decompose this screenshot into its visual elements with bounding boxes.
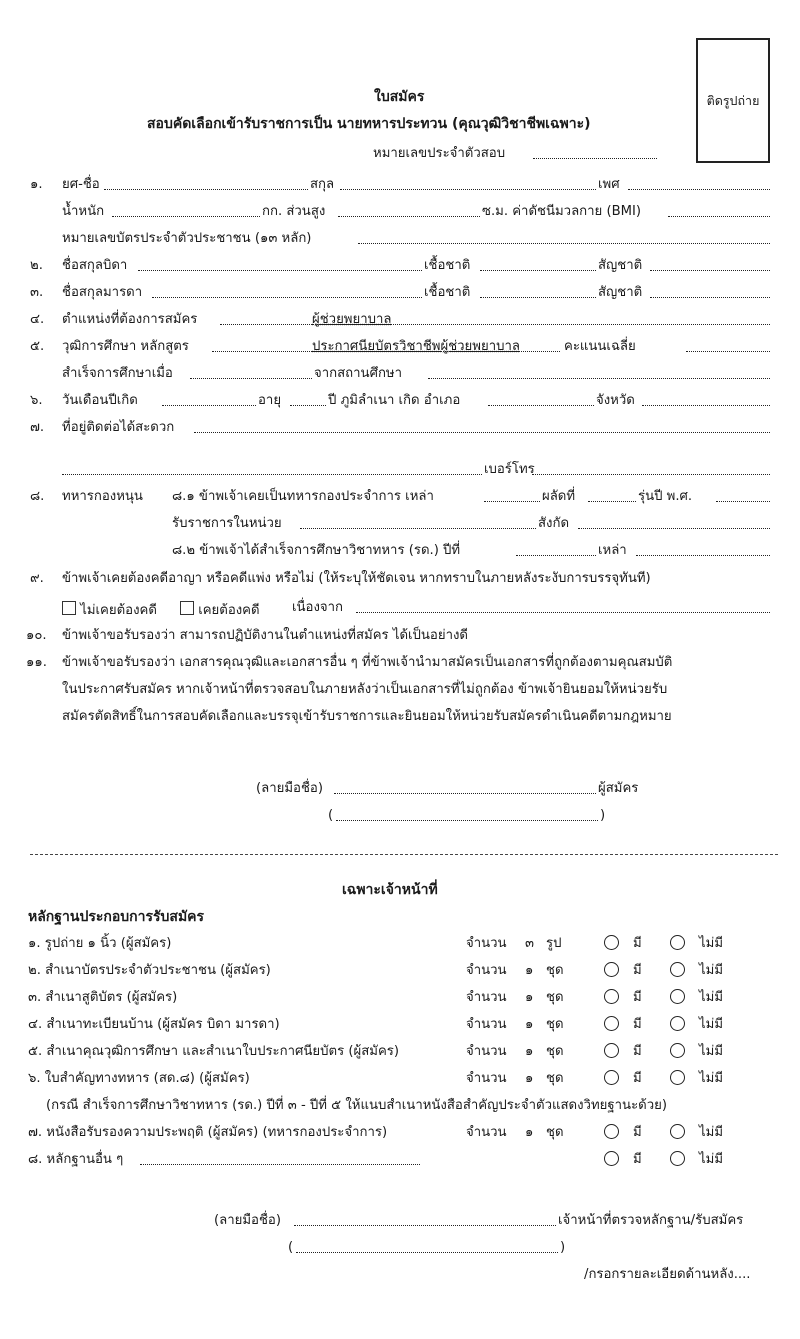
item-11-number: ๑๑. <box>26 655 47 670</box>
rank-name-field[interactable] <box>104 189 308 190</box>
surname-label: สกุล <box>310 177 335 192</box>
no-label: ไม่มี <box>699 1071 724 1086</box>
no-case-label: ไม่เคยต้องคดี <box>80 603 157 618</box>
height-field[interactable] <box>338 216 480 217</box>
mother-name-field[interactable] <box>152 297 422 298</box>
qty-value: ๑ <box>525 1017 534 1032</box>
photo-box <box>696 38 770 163</box>
yes-label: มี <box>633 990 642 1005</box>
education-value: ประกาศนียบัตรวิชาชีพผู้ช่วยพยาบาล <box>312 339 520 354</box>
qty-value: ๑ <box>525 1044 534 1059</box>
yes-radio[interactable] <box>604 962 619 978</box>
unit-value: ชุด <box>546 990 564 1005</box>
position-field[interactable] <box>220 324 770 325</box>
no-label: ไม่มี <box>699 1044 724 1059</box>
item-4-number: ๔. <box>30 312 45 327</box>
address-label: ที่อยู่ติดต่อได้สะดวก <box>62 420 175 435</box>
surname-field[interactable] <box>340 189 596 190</box>
applicant-sign-label: (ลายมือชื่อ) <box>256 781 323 796</box>
no-radio[interactable] <box>670 935 685 951</box>
evidence-label: ๘. หลักฐานอื่น ๆ <box>28 1152 124 1167</box>
unit-value: ชุด <box>546 1125 564 1140</box>
officer-sign-label: (ลายมือชื่อ) <box>214 1213 281 1228</box>
gender-label: เพศ <box>598 177 620 192</box>
yes-radio[interactable] <box>604 989 619 1005</box>
item-7-number: ๗. <box>30 420 45 435</box>
conscript-branch-label: ๘.๑ ข้าพเจ้าเคยเป็นทหารกองประจำการ เหล่า <box>172 489 434 504</box>
item-1-number: ๑. <box>30 177 43 192</box>
yes-radio[interactable] <box>604 935 619 951</box>
unit-value: ชุด <box>546 1044 564 1059</box>
photo-box-label: ติดรูปถ่าย <box>706 92 760 108</box>
evidence-label: ๔. สำเนาทะเบียนบ้าน (ผู้สมัคร บิดา มารดา) <box>28 1017 280 1032</box>
position-label: ตำแหน่งที่ต้องการสมัคร <box>62 312 198 327</box>
yes-label: มี <box>633 1125 642 1140</box>
item-10-number: ๑๐. <box>26 628 47 643</box>
ability-statement: ข้าพเจ้าขอรับรองว่า สามารถปฏิบัติงานในตำแหน่งที่สมัคร ได้เป็นอย่างดี <box>62 628 468 643</box>
bmi-field[interactable] <box>668 216 770 217</box>
item-6-note: (กรณี สำเร็จการศึกษาวิชาทหาร (รด.) ปีที่ ๓ - ปีที่ ๕ ให้แนบสำเนาหนังสือสำคัญประจำตัวแสดงวิทยฐานะด้วย) <box>46 1098 667 1113</box>
unit-field[interactable] <box>300 528 536 529</box>
province-field[interactable] <box>642 405 770 406</box>
item-3-number: ๓. <box>30 285 44 300</box>
yes-radio[interactable] <box>604 1043 619 1059</box>
certification-line-1: ข้าพเจ้าขอรับรองว่า เอกสารคุณวุฒิและเอกสารอื่น ๆ ที่ข้าพเจ้านำมาสมัครเป็นเอกสารที่ถูกต้องตามคุณสมบัติ <box>62 655 673 670</box>
id-card-label: หมายเลขบัตรประจำตัวประชาชน (๑๓ หลัก) <box>62 231 312 246</box>
qty-label: จำนวน <box>466 1017 507 1032</box>
yes-radio[interactable] <box>604 1016 619 1032</box>
class-year-field[interactable] <box>716 501 770 502</box>
gpa-label: คะแนนเฉลี่ย <box>564 339 636 354</box>
no-label: ไม่มี <box>699 936 724 951</box>
qty-value: ๑ <box>525 963 534 978</box>
qty-value: ๓ <box>525 936 535 951</box>
affiliation-field[interactable] <box>578 528 770 529</box>
qty-label: จำนวน <box>466 1125 507 1140</box>
institution-label: จากสถานศึกษา <box>314 366 403 381</box>
criminal-record-question: ข้าพเจ้าเคยต้องคดีอาญา หรือคดีแพ่ง หรือไม่ (ให้ระบุให้ชัดเจน หากทราบในภายหลังระงับการบรรจุทันที) <box>62 571 651 586</box>
yes-label: มี <box>633 936 642 951</box>
officer-role-label: เจ้าหน้าที่ตรวจหลักฐาน/รับสมัคร <box>558 1213 744 1228</box>
evidence-label: ๓. สำเนาสูติบัตร (ผู้สมัคร) <box>28 990 178 1005</box>
father-name-label: ชื่อสกุลบิดา <box>62 258 128 273</box>
rotc-branch-field[interactable] <box>636 555 770 556</box>
certification-line-2: ในประกาศรับสมัคร หากเจ้าหน้าที่ตรวจสอบในภายหลังว่าเป็นเอกสารที่ไม่ถูกต้อง ข้าพเจ้ายินยอมให้หน่วยรับ <box>62 682 668 697</box>
yes-label: มี <box>633 1152 642 1167</box>
age-field[interactable] <box>290 405 326 406</box>
continue-on-back-note: /กรอกรายละเอียดด้านหลัง.... <box>584 1267 751 1282</box>
certification-line-3: สมัครตัดสิทธิ์ในการสอบคัดเลือกและบรรจุเข้ารับราชการและยินยอมให้หน่วยรับสมัครดำเนินคดีตามกฎหมาย <box>62 709 672 724</box>
no-case-option[interactable] <box>62 601 157 617</box>
father-nationality-field[interactable] <box>650 270 770 271</box>
qty-label: จำนวน <box>466 1044 507 1059</box>
yes-label: มี <box>633 1044 642 1059</box>
no-radio[interactable] <box>670 962 685 978</box>
officer-open-paren: ( <box>288 1240 294 1255</box>
graduated-field[interactable] <box>190 378 312 379</box>
other-evidence-field[interactable] <box>140 1164 420 1165</box>
id-card-field[interactable] <box>358 243 770 244</box>
qty-value: ๑ <box>525 1125 534 1140</box>
item-8-number: ๘. <box>30 489 45 504</box>
graduated-label: สำเร็จการศึกษาเมื่อ <box>62 366 173 381</box>
yes-label: มี <box>633 1017 642 1032</box>
applicant-open-paren: ( <box>328 808 334 823</box>
evidence-label: ๑. รูปถ่าย ๑ นิ้ว (ผู้สมัคร) <box>28 936 172 951</box>
evidence-label: ๖. ใบสำคัญทางทหาร (สด.๘) (ผู้สมัคร) <box>28 1071 250 1086</box>
rotc-year-field[interactable] <box>516 555 596 556</box>
birthdate-field[interactable] <box>162 405 256 406</box>
father-nationality-label: สัญชาติ <box>598 258 643 273</box>
no-radio[interactable] <box>670 1151 685 1167</box>
rotc-year-label: ๘.๒ ข้าพเจ้าได้สำเร็จการศึกษาวิชาทหาร (รด.) ปีที่ <box>172 543 461 558</box>
father-name-field[interactable] <box>138 270 422 271</box>
form-title: ใบสมัคร <box>374 89 425 105</box>
qty-label: จำนวน <box>466 936 507 951</box>
address-field[interactable] <box>194 432 770 433</box>
item-6-number: ๖. <box>30 393 43 408</box>
bmi-label: ซ.ม. ค่าดัชนีมวลกาย (BMI) <box>482 204 642 219</box>
qty-value: ๑ <box>525 1071 534 1086</box>
applicant-printed-name-field[interactable] <box>336 820 598 821</box>
officer-signature-field[interactable] <box>294 1225 556 1226</box>
reason-field[interactable] <box>356 612 770 613</box>
rank-name-label: ยศ-ชื่อ <box>62 177 100 192</box>
yes-radio[interactable] <box>604 1124 619 1140</box>
mother-nationality-field[interactable] <box>650 297 770 298</box>
yes-radio[interactable] <box>604 1070 619 1086</box>
height-label: กก. ส่วนสูง <box>262 204 326 219</box>
no-label: ไม่มี <box>699 1017 724 1032</box>
evidence-heading: หลักฐานประกอบการรับสมัคร <box>28 909 205 925</box>
unit-label: รับราชการในหน่วย <box>172 516 282 531</box>
no-radio[interactable] <box>670 1070 685 1086</box>
district-field[interactable] <box>488 405 594 406</box>
no-radio[interactable] <box>670 989 685 1005</box>
yes-label: มี <box>633 1071 642 1086</box>
gpa-field[interactable] <box>686 351 770 352</box>
batch-field[interactable] <box>588 501 636 502</box>
no-radio[interactable] <box>670 1043 685 1059</box>
mother-name-label: ชื่อสกุลมารดา <box>62 285 143 300</box>
province-label: จังหวัด <box>596 393 635 408</box>
had-case-option[interactable] <box>180 601 260 617</box>
no-label: ไม่มี <box>699 990 724 1005</box>
gender-field[interactable] <box>628 189 770 190</box>
birthdate-label: วันเดือนปีเกิด <box>62 393 138 408</box>
cut-line-divider <box>30 854 778 855</box>
father-race-field[interactable] <box>480 270 596 271</box>
evidence-label: ๗. หนังสือรับรองความประพฤติ (ผู้สมัคร) (ทหารกองประจำการ) <box>28 1125 388 1140</box>
exam-id-label: หมายเลขประจำตัวสอบ <box>373 146 506 161</box>
form-subtitle: สอบคัดเลือกเข้ารับราชการเป็น นายทหารประทวน (คุณวุฒิวิชาชีพเฉพาะ) <box>147 116 591 132</box>
phone-field[interactable] <box>532 474 770 475</box>
officer-section-title: เฉพาะเจ้าหน้าที่ <box>342 882 438 898</box>
no-label: ไม่มี <box>699 963 724 978</box>
yes-radio[interactable] <box>604 1151 619 1167</box>
rotc-branch-label: เหล่า <box>598 543 627 558</box>
item-2-number: ๒. <box>30 258 43 273</box>
phone-label: เบอร์โทร <box>484 462 535 477</box>
officer-printed-name-field[interactable] <box>296 1252 558 1253</box>
qty-label: จำนวน <box>466 963 507 978</box>
unit-value: ชุด <box>546 963 564 978</box>
district-label: ปี ภูมิลำเนา เกิด อำเภอ <box>328 393 461 408</box>
age-label: อายุ <box>258 393 282 408</box>
address-field-line2[interactable] <box>62 474 482 475</box>
father-race-label: เชื้อชาติ <box>424 258 471 273</box>
conscript-branch-field[interactable] <box>484 501 540 502</box>
no-radio[interactable] <box>670 1016 685 1032</box>
weight-label: น้ำหนัก <box>62 204 105 219</box>
unit-value: ชุด <box>546 1017 564 1032</box>
mother-race-label: เชื้อชาติ <box>424 285 471 300</box>
applicant-close-paren: ) <box>600 808 606 823</box>
reason-label: เนื่องจาก <box>292 600 343 615</box>
mother-race-field[interactable] <box>480 297 596 298</box>
mother-nationality-label: สัญชาติ <box>598 285 643 300</box>
officer-close-paren: ) <box>560 1240 566 1255</box>
item-9-number: ๙. <box>30 571 44 586</box>
no-case-checkbox[interactable] <box>62 601 76 615</box>
no-radio[interactable] <box>670 1124 685 1140</box>
item-5-number: ๕. <box>30 339 45 354</box>
yes-label: มี <box>633 963 642 978</box>
exam-id-field[interactable] <box>533 158 657 159</box>
batch-label: ผลัดที่ <box>542 489 576 504</box>
had-case-label: เคยต้องคดี <box>198 603 260 618</box>
qty-label: จำนวน <box>466 1071 507 1086</box>
position-value: ผู้ช่วยพยาบาล <box>312 312 392 327</box>
education-label: วุฒิการศึกษา หลักสูตร <box>62 339 189 354</box>
qty-value: ๑ <box>525 990 534 1005</box>
affiliation-label: สังกัด <box>538 516 570 531</box>
reserve-label: ทหารกองหนุน <box>62 489 143 504</box>
evidence-label: ๒. สำเนาบัตรประจำตัวประชาชน (ผู้สมัคร) <box>28 963 271 978</box>
evidence-label: ๕. สำเนาคุณวุฒิการศึกษา และสำเนาใบประกาศนียบัตร (ผู้สมัคร) <box>28 1044 400 1059</box>
no-label: ไม่มี <box>699 1125 724 1140</box>
institution-field[interactable] <box>428 378 770 379</box>
applicant-signature-field[interactable] <box>334 793 596 794</box>
qty-label: จำนวน <box>466 990 507 1005</box>
class-year-label: รุ่นปี พ.ศ. <box>638 489 693 504</box>
applicant-role-label: ผู้สมัคร <box>598 781 639 796</box>
unit-value: ชุด <box>546 1071 564 1086</box>
unit-value: รูป <box>546 936 562 951</box>
no-label: ไม่มี <box>699 1152 724 1167</box>
had-case-checkbox[interactable] <box>180 601 194 615</box>
weight-field[interactable] <box>112 216 260 217</box>
